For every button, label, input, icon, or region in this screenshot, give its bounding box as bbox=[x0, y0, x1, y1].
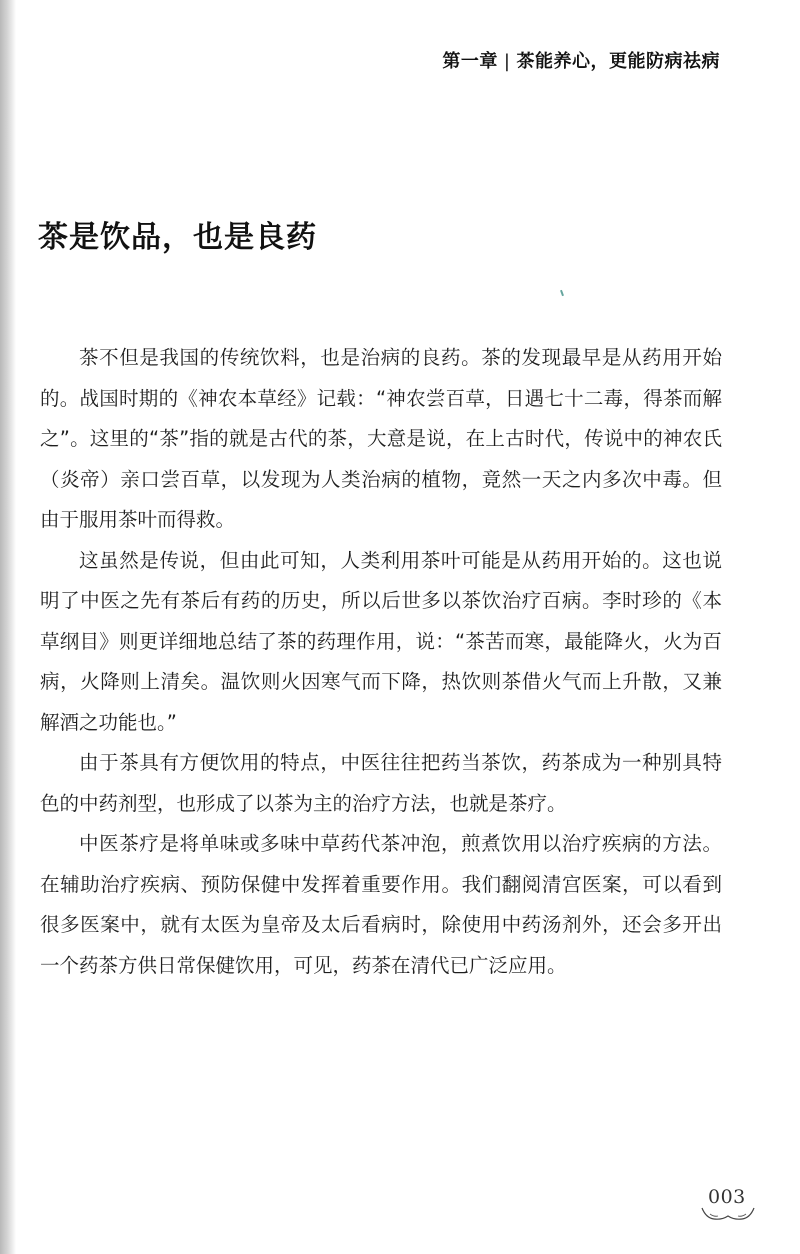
page-number: 003 bbox=[708, 1186, 746, 1208]
page-footer bbox=[700, 1186, 756, 1226]
page-number-ornament-icon bbox=[700, 1204, 756, 1224]
header-separator: | bbox=[503, 51, 511, 72]
paragraph: 这虽然是传说，但由此可知，人类利用茶叶可能是从药用开始的。这也说明了中医之先有茶后有药的历史，所以后世多以茶饮治疗百病。李时珍的《本草纲目》则更详细地总结了茶的药理作用，说：“茶苦而寒，最能降火，火为百病，火降则上清矣。温饮则火因寒气而下降，热饮则茶借火气而上升散，又兼解酒之功能也。” bbox=[40, 548, 722, 734]
section-title: 茶是饮品，也是良药 bbox=[38, 220, 317, 255]
chapter-number: 第一章 bbox=[442, 51, 498, 72]
running-header bbox=[442, 47, 720, 73]
paragraph: 茶不但是我国的传统饮料，也是治病的良药。茶的发现最早是从药用开始的。战国时期的《神农本草经》记载：“神农尝百草，日遇七十二毒，得茶而解之”。这里的“茶”指的就是古代的茶，大意是说，在上古时代，传说中的神农氏（炎帝）亲口尝百草，以发现为人类治病的植物，竟然一天之内多次中毒。但由于服用茶叶而得救。 bbox=[40, 346, 722, 531]
page-spine-shadow bbox=[0, 0, 16, 1254]
chapter-title: 茶能养心，更能防病祛病 bbox=[516, 51, 720, 72]
paragraph: 中医茶疗是将单味或多味中草药代茶冲泡，煎煮饮用以治疗疾病的方法。在辅助治疗疾病、预防保健中发挥着重要作用。我们翻阅清宫医案，可以看到很多医案中，就有太医为皇帝及太后看病时，除使用中药汤剂外，还会多开出一个药茶方供日常保健饮用，可见，药茶在清代已广泛应用。 bbox=[40, 832, 722, 977]
paragraph: 由于茶具有方便饮用的特点，中医往往把药当茶饮，药茶成为一种别具特色的中药剂型，也形成了以茶为主的治疗方法，也就是茶疗。 bbox=[40, 751, 722, 815]
body-text bbox=[40, 338, 722, 986]
print-speck bbox=[560, 290, 564, 296]
